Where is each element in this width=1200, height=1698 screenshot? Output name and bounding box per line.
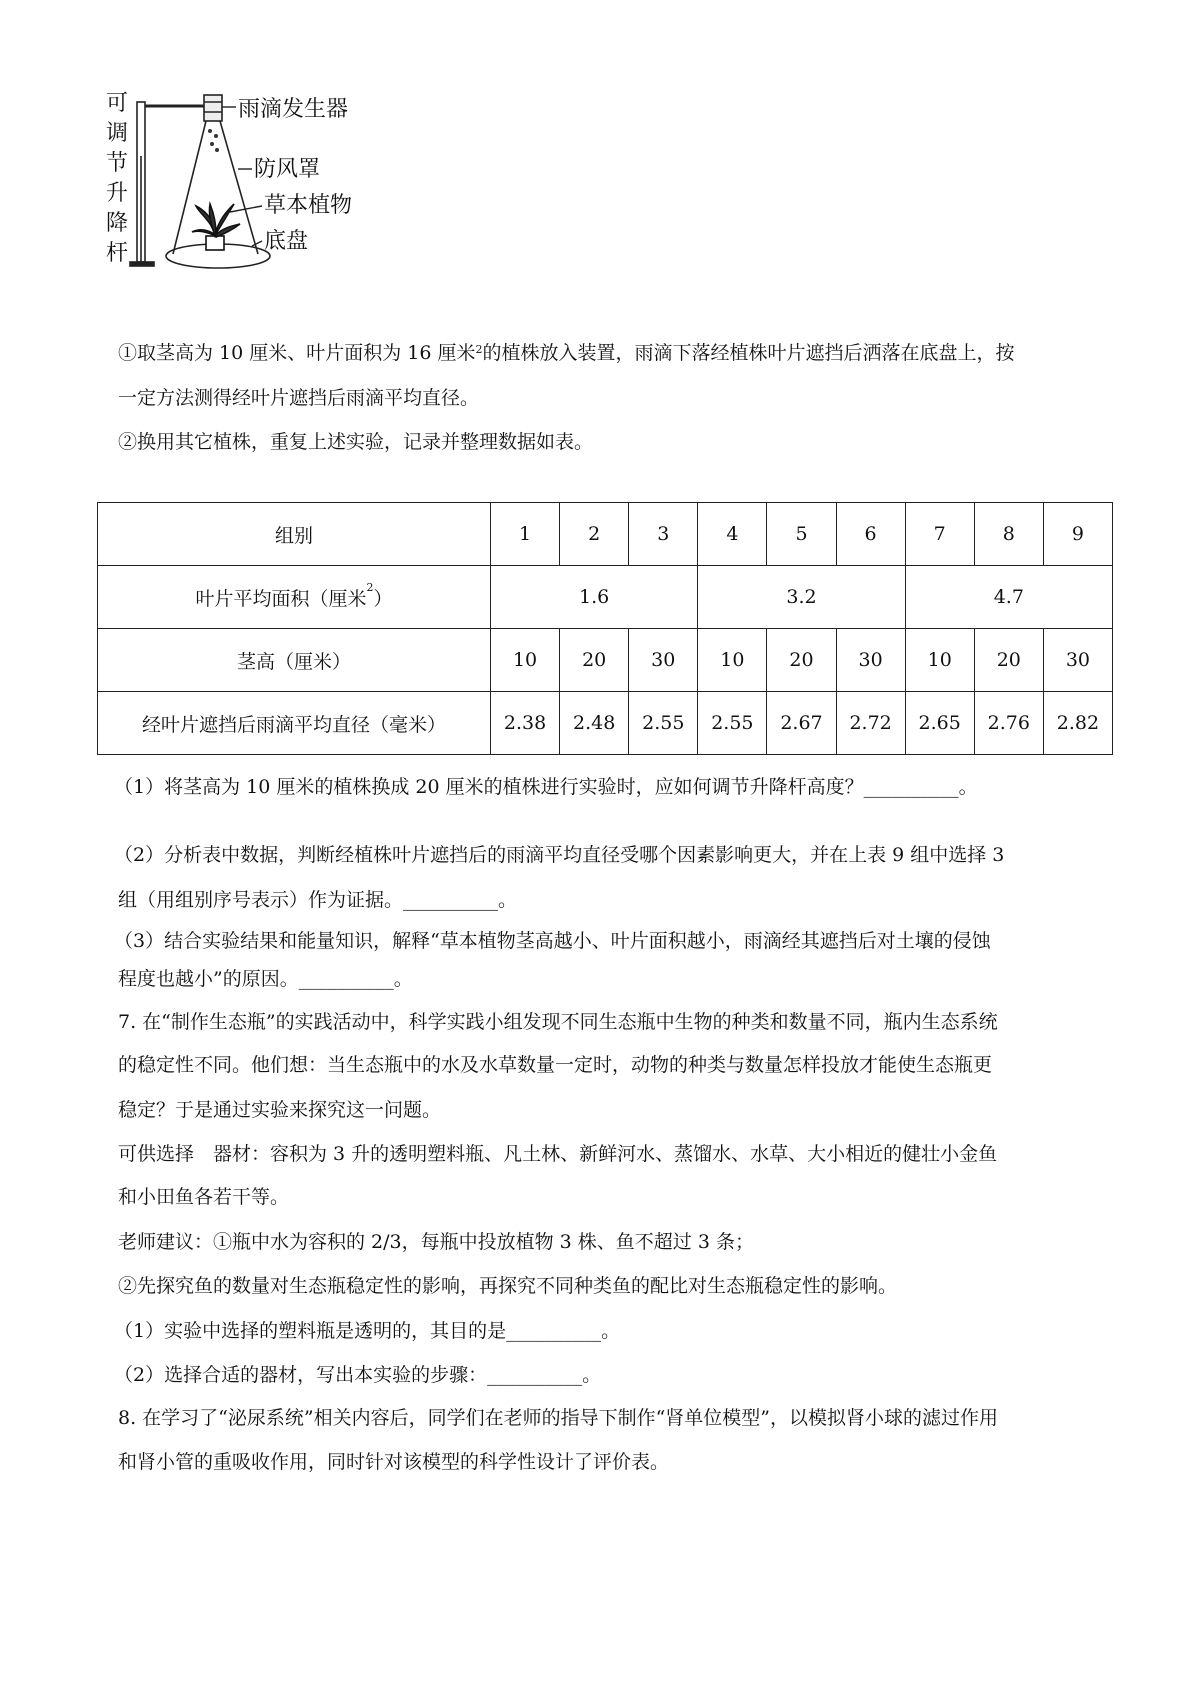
table-cell: 5 [767,503,836,566]
table-cell: 6 [836,503,905,566]
rod-label-char: 升 [106,181,129,206]
table-cell: 2.38 [491,692,560,755]
q6-step1-line2: 一定方法测得经叶片遮挡后雨滴平均直径。 [118,387,480,409]
data-table [97,502,1113,755]
row-header-groups: 组别 [98,503,491,566]
row-header-diameter: 经叶片遮挡后雨滴平均直径（毫米） [98,692,491,755]
table-cell: 2.48 [560,692,629,755]
table-cell: 4 [698,503,767,566]
q6-step1-text: 的植株放入装置，雨滴下落经植株叶片遮挡后洒落在底盘上，按 [482,342,1015,364]
rod-label-char: 可 [106,91,129,116]
table-cell: 9 [1043,503,1112,566]
q7-line3: 稳定？于是通过实验来探究这一问题。 [118,1099,442,1121]
table-row [98,566,1113,629]
q6-sub3-line2: 程度也越小”的原因。__________。 [118,968,413,990]
rod-label-char: 杆 [106,241,129,266]
row-header-height: 茎高（厘米） [98,629,491,692]
q8-line1: 8. 在学习了“泌尿系统”相关内容后，同学们在老师的指导下制作“肾单位模型”，以模拟肾小球的滤过作用 [118,1407,999,1429]
q6-step2: ②换用其它植株，重复上述实验，记录并整理数据如表。 [118,431,594,453]
q7-sub2: （2）选择合适的器材，写出本实验的步骤：__________。 [114,1364,602,1386]
rain-generator-label: 雨滴发生器 [238,97,349,122]
table-cell: 2.76 [974,692,1043,755]
table-cell: 2 [560,503,629,566]
q6-sub2-line1: （2）分析表中数据，判断经植株叶片遮挡后的雨滴平均直径受哪个因素影响更大，并在上表 9 组中选择 3 [114,844,1005,866]
q7-materials-line1: 可供选择 器材：容积为 3 升的透明塑料瓶、凡土林、新鲜河水、蒸馏水、水草、大小相近的健壮小金鱼 [118,1143,998,1165]
table-cell: 3.2 [698,566,905,629]
table-cell: 2.72 [836,692,905,755]
raindrops [208,129,219,152]
q7-materials-line2: 和小田鱼各若干等。 [118,1186,290,1208]
apparatus-diagram [100,86,400,306]
rain-generator [204,95,222,121]
rod-label-char: 降 [106,211,129,236]
table-cell: 7 [905,503,974,566]
q6-sub2-line2: 组（用组别序号表示）作为证据。__________。 [118,889,518,911]
tray-label: 底盘 [264,229,309,254]
table-cell: 20 [767,629,836,692]
superscript: 2 [475,343,483,356]
rod-label-char: 调 [106,121,129,146]
table-cell: 2.55 [698,692,767,755]
q7-advice-line2: ②先探究鱼的数量对生态瓶稳定性的影响，再探究不同种类鱼的配比对生态瓶稳定性的影响。 [118,1275,898,1297]
table-cell: 2.55 [629,692,698,755]
q7-line2: 的稳定性不同。他们想：当生态瓶中的水及水草数量一定时，动物的种类与数量怎样投放才能使生态瓶更 [118,1054,993,1076]
q7-advice-line1: 老师建议：①瓶中水为容积的 2/3，每瓶中投放植物 3 株、鱼不超过 3 条； [118,1231,754,1253]
table-cell: 4.7 [905,566,1112,629]
table-cell: 30 [629,629,698,692]
table-cell: 2.65 [905,692,974,755]
table-cell: 1 [491,503,560,566]
table-cell: 30 [836,629,905,692]
area-label-text: 叶片平均面积（厘米 [195,587,367,610]
q7-line1: 7. 在“制作生态瓶”的实践活动中，科学实践小组发现不同生态瓶中生物的种类和数量不同，瓶内生态系统 [118,1011,998,1033]
table-cell: 10 [491,629,560,692]
plant-label: 草本植物 [264,193,353,218]
area-label-end: ） [373,587,393,610]
table-cell: 2.67 [767,692,836,755]
table-cell: 20 [560,629,629,692]
superscript: 2 [366,580,374,594]
q6-step1-text: ①取茎高为 10 厘米、叶片面积为 16 厘米 [118,342,476,364]
row-header-area [98,566,491,629]
table-cell: 2.82 [1043,692,1112,755]
q6-sub3-line1: （3）结合实验结果和能量知识，解释“草本植物茎高越小、叶片面积越小，雨滴经其遮挡后对土壤的侵蚀 [114,930,991,952]
rod-label-char: 节 [106,151,129,176]
table-cell: 8 [974,503,1043,566]
apparatus-figure [100,86,400,306]
lift-rod [130,102,208,266]
q6-sub1: （1）将茎高为 10 厘米的植株换成 20 厘米的植株进行实验时，应如何调节升降杆高度？__________。 [114,776,978,798]
table-cell: 3 [629,503,698,566]
table-row [98,503,1113,566]
table-row [98,692,1113,755]
table-cell: 10 [698,629,767,692]
table-cell: 1.6 [491,566,698,629]
table-cell: 20 [974,629,1043,692]
table-row [98,629,1113,692]
q6-step1-line1 [118,342,1098,364]
table-cell: 30 [1043,629,1112,692]
windshield-label: 防风罩 [254,157,321,182]
q7-sub1: （1）实验中选择的塑料瓶是透明的，其目的是__________。 [114,1320,621,1342]
table-cell: 10 [905,629,974,692]
q8-line2: 和肾小管的重吸收作用，同时针对该模型的科学性设计了评价表。 [118,1451,670,1473]
